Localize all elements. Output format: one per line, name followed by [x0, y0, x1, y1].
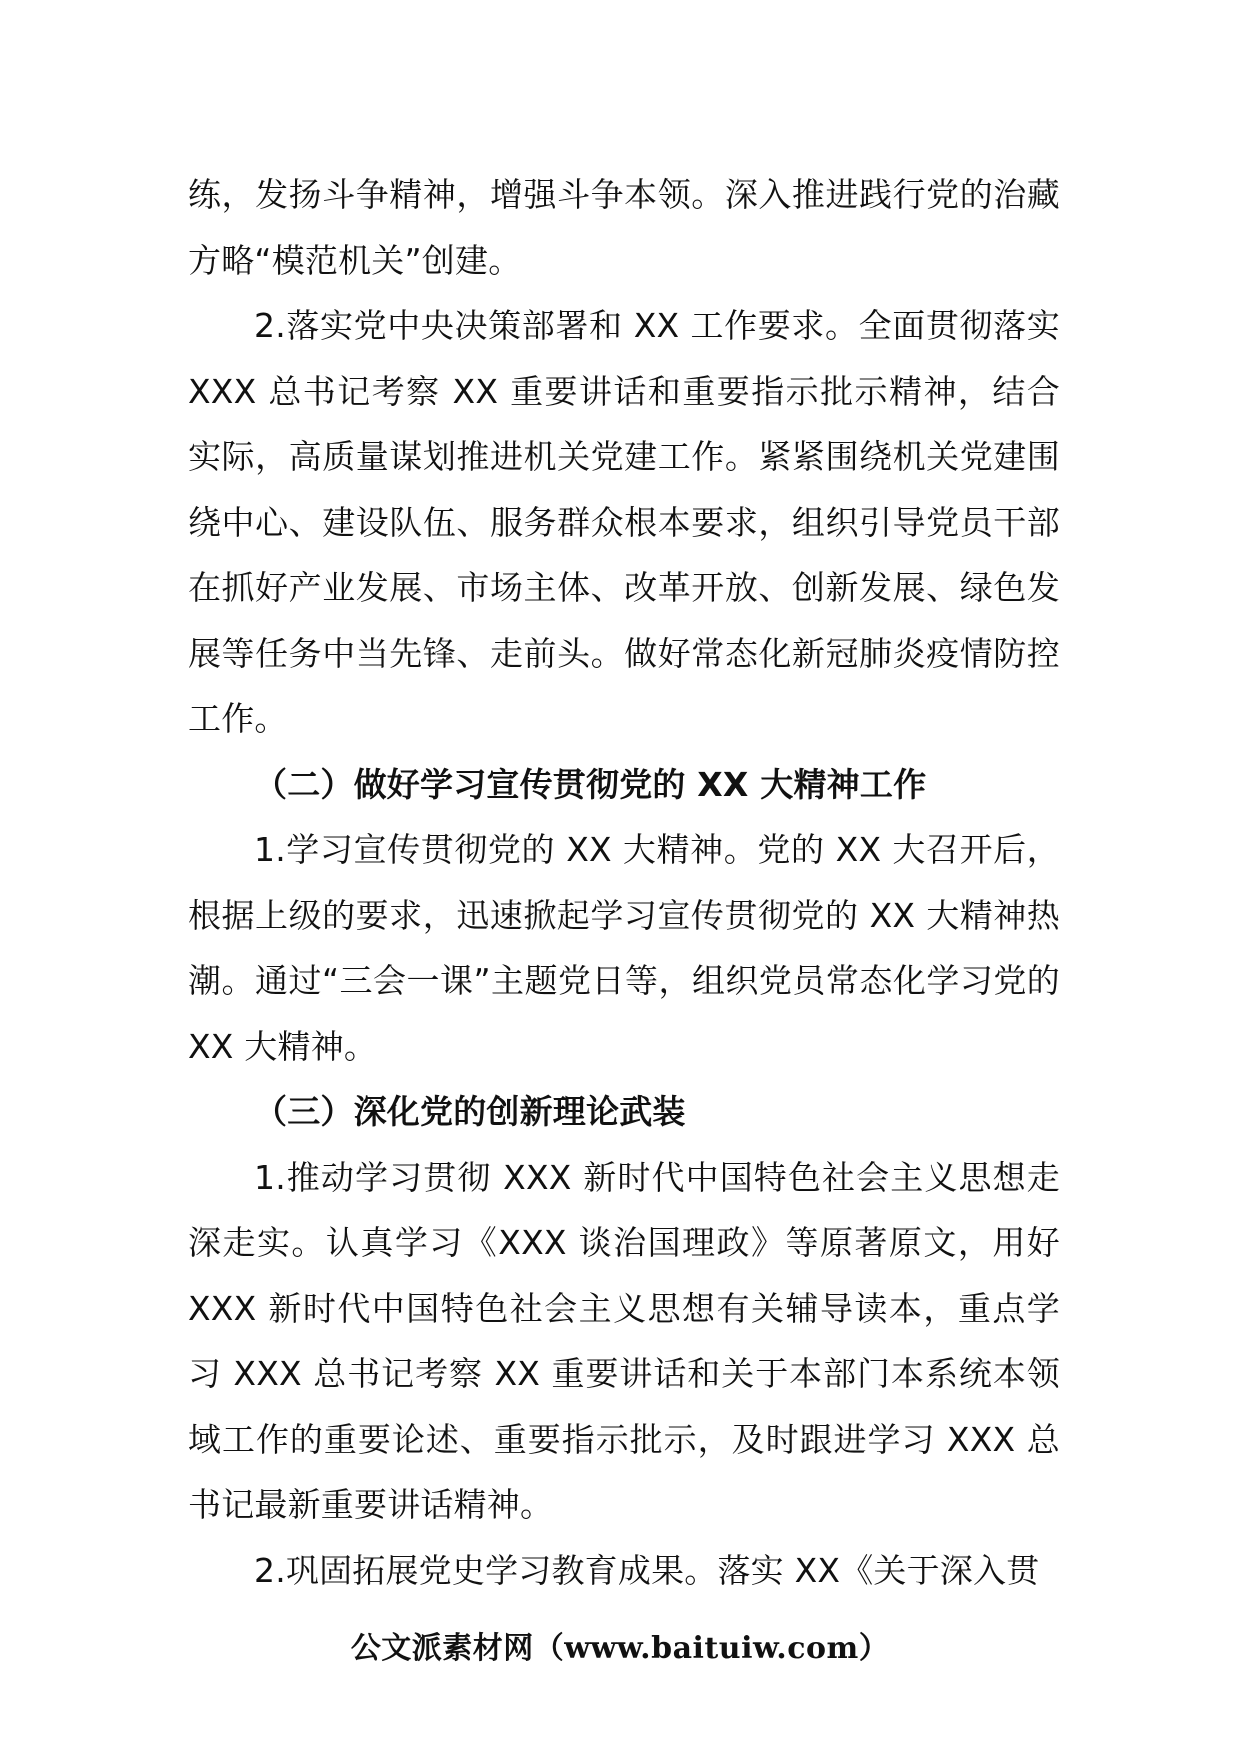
paragraph-item-1-study-congress-spirit: 1.学习宣传贯彻党的 XX 大精神。党的 XX 大召开后，根据上级的要求，迅速掀起学习宣传贯彻党的 XX 大精神热潮。通过“三会一课”主题党日等，组织党员常态化学习党的 XX 大精神。 [188, 830, 1060, 1066]
page-footer-watermark: 公文派素材网（www.baituiw.com） [350, 1631, 890, 1666]
section-heading-2: （二）做好学习宣传贯彻党的 XX 大精神工作 [254, 764, 927, 804]
section-heading-3: （三）深化党的创新理论武装 [254, 1092, 686, 1131]
paragraph-item-2-party-history: 2.巩固拓展党史学习教育成果。落实 XX《关于深入贯 [254, 1550, 1040, 1590]
document-body [188, 162, 1060, 1603]
paragraph-continuation: 练，发扬斗争精神，增强斗争本领。深入推进践行党的治藏方略“模范机关”创建。 [188, 175, 1060, 280]
paragraph-item-1-theory-study: 1.推动学习贯彻 XXX 新时代中国特色社会主义思想走深走实。认真学习《XXX 谈治国理政》等原著原文，用好 XXX 新时代中国特色社会主义思想有关辅导读本，重点学习 XXX 总书记考察 XX 重要讲话和关于本部门本系统本领域工作的重要论述、重要指示批示，及时跟进学习 XXX 总书记最新重要讲话精神。 [188, 1157, 1060, 1524]
paragraph-item-2-party-central-decisions: 2.落实党中央决策部署和 XX 工作要求。全面贯彻落实 XXX 总书记考察 XX 重要讲话和重要指示批示精神，结合实际，高质量谋划推进机关党建工作。紧紧围绕机关党建围绕中心、建设队伍、服务群众根本要求，组织引导党员干部在抓好产业发展、市场主体、改革开放、创新发展、绿色发展等任务中当先锋、走前头。做好常态化新冠肺炎疫情防控工作。 [188, 306, 1060, 738]
